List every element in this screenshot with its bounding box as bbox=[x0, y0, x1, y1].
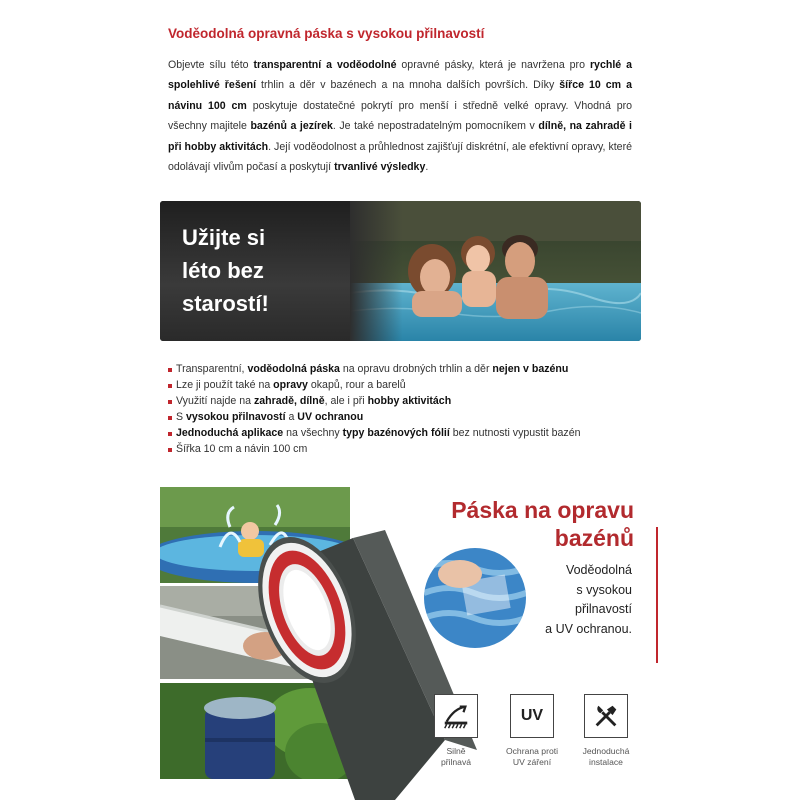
banner-line: starostí! bbox=[182, 291, 269, 316]
bullet-text: , ale i při bbox=[324, 394, 368, 407]
bullet-text: S bbox=[176, 410, 187, 423]
bullet-bold: hobby aktivitách bbox=[367, 394, 452, 407]
description-line: Voděodolná bbox=[565, 563, 632, 577]
feature-installation bbox=[571, 694, 641, 767]
product-headline bbox=[440, 496, 634, 552]
intro-text: . Její voděodolnost a průhlednost zajišťují diskrétní, ale efektivní opravy, které odolávají vlivům počasí a poskytují bbox=[168, 140, 632, 174]
intro-text: . bbox=[425, 161, 429, 174]
bullet-bold: zahradě, dílně bbox=[253, 394, 325, 407]
headline-line: Páska na opravu bbox=[451, 497, 634, 523]
bullet-bold: opravy bbox=[273, 378, 308, 391]
page-title: Voděodolná opravná páska s vysokou přilnavostí bbox=[168, 26, 485, 41]
intro-text: opravné pásky, která je navržena pro bbox=[396, 59, 590, 71]
list-item bbox=[168, 394, 638, 410]
uv-icon bbox=[510, 694, 554, 738]
intro-text: Objevte sílu této bbox=[168, 59, 254, 71]
list-item bbox=[168, 362, 638, 378]
list-item bbox=[168, 442, 638, 458]
intro-text: poskytuje dostatečné pokrytí pro menší i středně velké opravy. Vhodná pro všechny majitele bbox=[168, 99, 632, 133]
bullet-text: Šířka 10 cm a návin 100 cm bbox=[176, 442, 308, 455]
list-item bbox=[168, 410, 638, 426]
feature-bullet-list bbox=[168, 362, 638, 457]
family-pool-photo bbox=[350, 201, 641, 341]
description-line: a UV ochranou. bbox=[545, 621, 632, 636]
banner-heading bbox=[182, 221, 352, 320]
banner-line: léto bez bbox=[182, 258, 264, 283]
bullet-bold: UV ochranou bbox=[297, 410, 364, 423]
pool-repair-closeup bbox=[424, 548, 526, 648]
bullet-text: Využití najde na bbox=[176, 394, 254, 407]
banner-line: Užijte si bbox=[182, 225, 266, 250]
intro-text: trhlin a děr v bazénech a na mnoha dalších površích. Díky bbox=[256, 79, 560, 92]
intro-bold: dílně, na zahradě i při hobby aktivitách bbox=[168, 120, 632, 153]
intro-bold: transparentní a voděodolné bbox=[253, 59, 397, 71]
summer-banner bbox=[160, 201, 641, 341]
bullet-text: okapů, rour a barelů bbox=[307, 378, 406, 391]
headline-line: bazénů bbox=[554, 525, 634, 551]
bullet-text: Transparentní, bbox=[176, 363, 248, 375]
tools-icon bbox=[584, 694, 628, 738]
intro-paragraph bbox=[168, 55, 632, 177]
feature-label: Silně přilnavá bbox=[440, 746, 472, 767]
bullet-text: Lze ji použít také na bbox=[176, 378, 274, 391]
description-line: s vysokou bbox=[576, 582, 632, 597]
description-line: přilnavostí bbox=[575, 602, 632, 616]
list-item bbox=[168, 426, 638, 442]
product-description bbox=[520, 561, 632, 639]
intro-bold: trvanlivé výsledky bbox=[334, 161, 426, 174]
intro-text: . Je také nepostradatelným pomocníkem v bbox=[332, 120, 539, 133]
accent-divider bbox=[656, 527, 658, 663]
bullet-bold: Jednoduchá aplikace bbox=[176, 426, 284, 439]
bullet-text: na opravu drobných trhlin a děr bbox=[339, 363, 493, 375]
bullet-bold: typy bazénových fólií bbox=[342, 426, 450, 439]
feature-label: Jednoduchá instalace bbox=[582, 746, 630, 767]
bullet-bold: nejen v bazénu bbox=[492, 363, 569, 375]
bullet-text: na všechny bbox=[283, 426, 343, 439]
intro-bold: šířce 10 cm a návinu 100 cm bbox=[168, 79, 632, 112]
uv-icon-text: UV bbox=[520, 707, 544, 724]
adhesive-icon bbox=[434, 694, 478, 738]
list-item bbox=[168, 378, 638, 394]
intro-bold: rychlé a spolehlivé řešení bbox=[168, 59, 632, 92]
intro-bold: bazénů a jezírek bbox=[250, 120, 333, 133]
bullet-bold: voděodolná páska bbox=[247, 363, 340, 375]
feature-label: Ochrana proti UV záření bbox=[505, 746, 559, 767]
bullet-text: a bbox=[285, 410, 298, 423]
feature-adhesive bbox=[421, 694, 491, 767]
bullet-text: bez nutnosti vypustit bazén bbox=[449, 426, 581, 439]
feature-uv bbox=[497, 694, 567, 767]
bullet-bold: vysokou přilnavostí bbox=[186, 410, 286, 423]
